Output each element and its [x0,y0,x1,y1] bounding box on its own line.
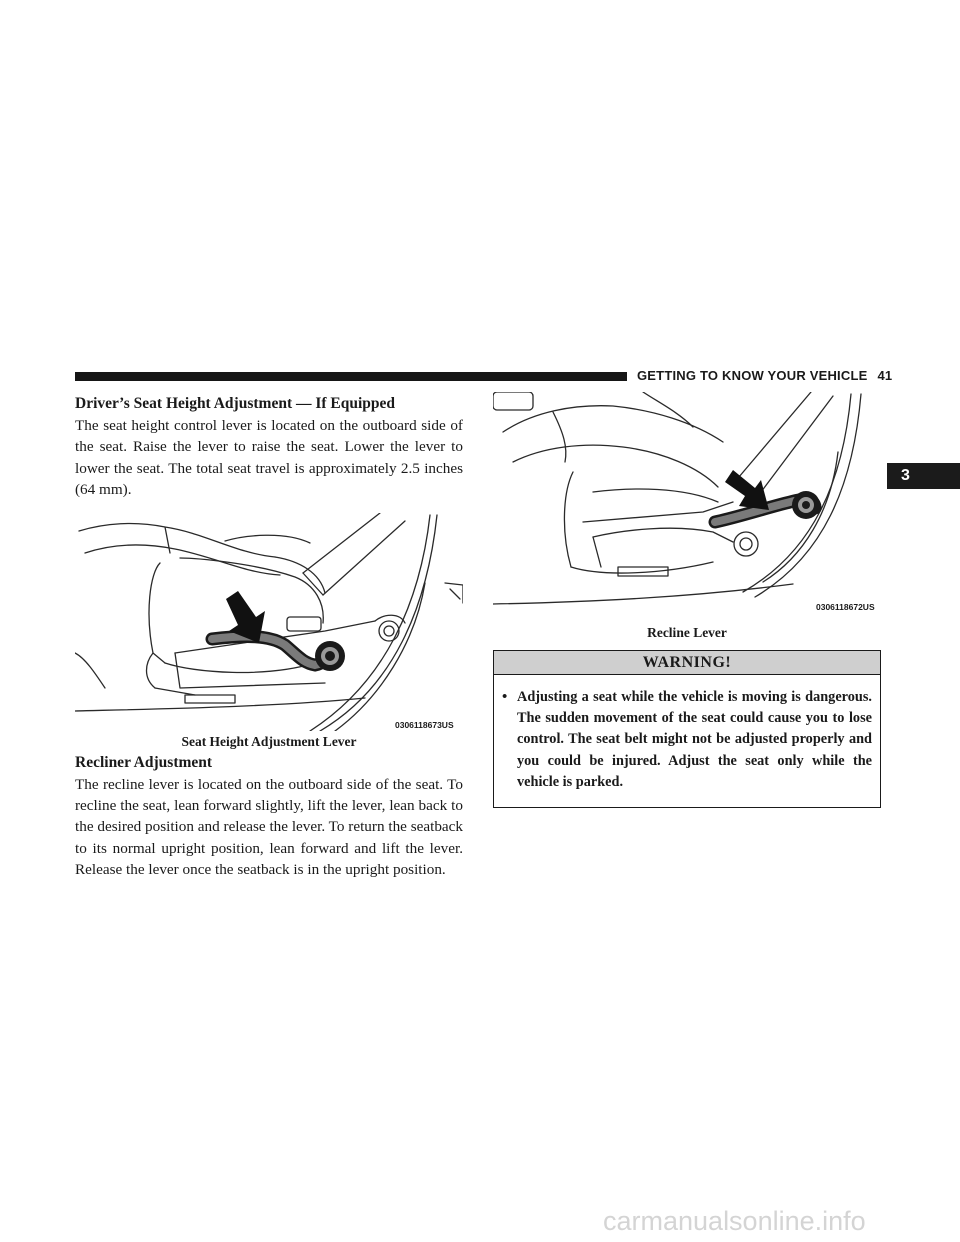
seat-height-drawing [75,513,463,731]
seat-height-illustration [75,513,463,731]
warning-title: WARNING! [494,651,880,675]
left-column [75,394,463,881]
watermark-text: carmanualsonline.info [603,1209,866,1236]
header-rule [75,372,627,381]
watermark [0,1209,960,1242]
figure-code: 0306118672US [816,602,875,612]
page-number: 41 [877,368,893,383]
recline-lever-illustration [493,392,881,616]
section-title: GETTING TO KNOW YOUR VEHICLE [637,368,868,383]
recliner-paragraph: The recline lever is located on the outboard side of the seat. To recline the seat, lean forward slightly, lift the lever, lean back to the desired position and release the lever. To return the seatback to its normal upright position, lean forward and lift the lever. Release the lever once the seatback is in the upright position. [75,775,463,879]
bullet: • [502,689,508,705]
recliner-heading: Recliner Adjustment [75,753,213,771]
running-header [637,368,892,383]
seat-height-paragraph: The seat height control lever is located on the outboard side of the seat. Raise the lever to raise the seat. Lower the lever to lower the seat. The total seat travel is approximately 2.5 inches (64 mm). [75,417,463,499]
recline-lever-caption: Recline Lever [647,625,727,640]
seat-height-caption: Seat Height Adjustment Lever [181,733,357,749]
warning-body [494,675,880,807]
figure-code: 0306118673US [395,719,454,730]
chapter-tab[interactable]: 3 [887,463,960,489]
right-column [493,392,881,808]
warning-text: Adjusting a seat while the vehicle is moving is dangerous. The sudden movement of the seat could cause you to lose control. The seat belt might not be adjusted properly and you could be injured. Adjust the seat only while the vehicle is parked. [517,689,872,790]
warning-box [493,650,881,808]
recline-lever-drawing [493,392,881,616]
indicator-arrow [725,470,769,510]
seat-height-heading: Driver’s Seat Height Adjustment — If Equipped [75,395,396,412]
